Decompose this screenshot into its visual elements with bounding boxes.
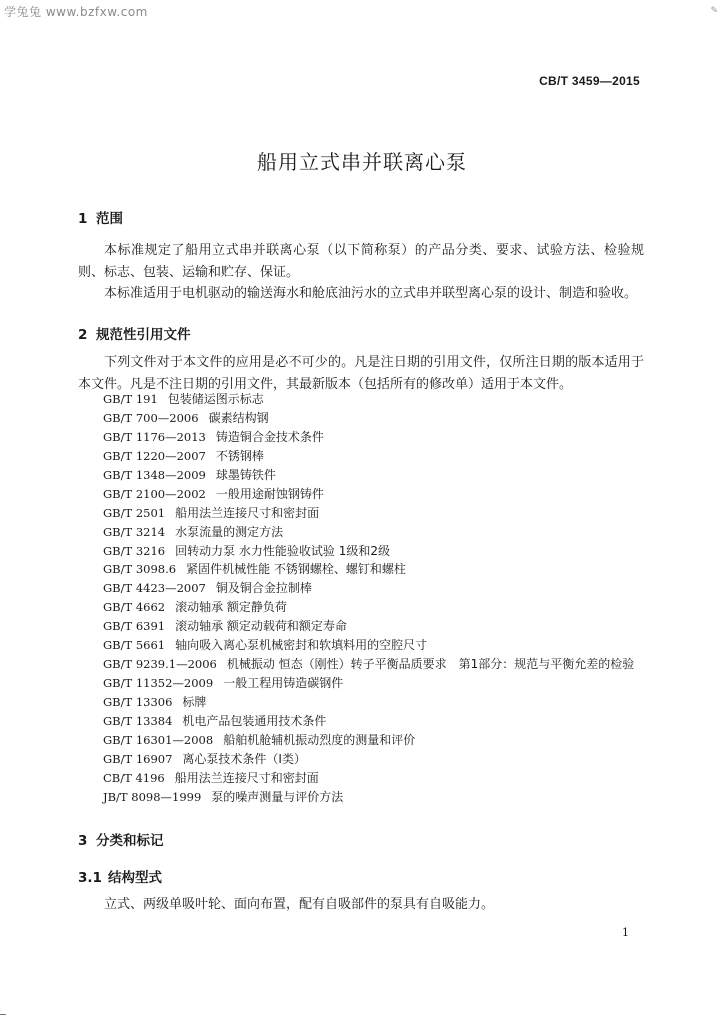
reference-code: GB/T 3098.6 — [103, 562, 177, 577]
reference-item — [103, 428, 634, 447]
reference-code: JB/T 8098—1999 — [103, 789, 202, 804]
reference-item — [103, 693, 634, 712]
reference-code: GB/T 16301—2008 — [103, 732, 214, 747]
reference-code: CB/T 4196 — [103, 770, 165, 785]
reference-code: GB/T 3214 — [103, 524, 166, 539]
reference-code: GB/T 16907 — [103, 751, 173, 766]
reference-name: 船舶机舱辅机振动烈度的测量和评价 — [223, 732, 416, 747]
reference-code: GB/T 4423—2007 — [103, 581, 206, 596]
reference-code: GB/T 13384 — [103, 713, 173, 728]
reference-item — [103, 542, 634, 561]
reference-item — [103, 560, 634, 579]
reference-code: GB/T 2501 — [103, 505, 166, 520]
reference-item — [103, 598, 634, 617]
reference-name: 滚动轴承 额定动载荷和额定寿命 — [175, 619, 347, 634]
reference-name: 紧固件机械性能 不锈钢螺栓、螺钉和螺柱 — [186, 562, 406, 577]
reference-code: GB/T 6391 — [103, 619, 166, 634]
reference-item — [103, 447, 634, 466]
reference-item — [103, 674, 634, 693]
corner-pen-icon: ✎ — [710, 6, 718, 16]
section-2-intro: 下列文件对于本文件的应用是必不可少的。凡是注日期的引用文件，仅所注日期的版本适用于本文件。凡是不注日期的引用文件，其最新版本（包括所有的修改单）适用于本文件。 — [78, 355, 644, 392]
reference-list — [103, 390, 634, 807]
document-title: 船用立式串并联离心泵 — [257, 150, 467, 174]
reference-item — [103, 617, 634, 636]
standard-code: CB/T 3459—2015 — [539, 74, 640, 88]
scan-edge-mark — [0, 1014, 6, 1015]
reference-code: GB/T 5661 — [103, 638, 166, 653]
reference-name: 球墨铸铁件 — [215, 467, 276, 482]
reference-name: 碳素结构钢 — [208, 410, 269, 425]
section-1-title: 范围 — [96, 211, 123, 227]
section-1-paragraph-2: 本标准适用于电机驱动的输送海水和舱底油污水的立式串并联型离心泵的设计、制造和验收。 — [104, 286, 638, 301]
section-1-paragraph-1: 本标准规定了船用立式串并联离心泵（以下简称泵）的产品分类、要求、试验方法、检验规则、标志、包装、运输和贮存、保证。 — [78, 243, 644, 280]
reference-name: 一般用途耐蚀钢铸件 — [215, 486, 324, 501]
reference-name: 铜及铜合金拉制棒 — [215, 581, 312, 596]
section-3-title: 分类和标记 — [96, 833, 164, 849]
section-1-number: 1 — [78, 211, 88, 227]
reference-item — [103, 485, 634, 504]
reference-name: 船用法兰连接尺寸和密封面 — [175, 505, 320, 520]
reference-code: GB/T 700—2006 — [103, 410, 199, 425]
reference-item — [103, 390, 634, 409]
reference-name: 回转动力泵 水力性能验收试验 1级和2级 — [175, 543, 391, 558]
reference-name: 轴向吸入离心泵机械密封和软填料用的空腔尺寸 — [175, 638, 428, 653]
reference-item — [103, 579, 634, 598]
page-number: 1 — [622, 926, 629, 939]
section-2-title: 规范性引用文件 — [96, 327, 191, 343]
reference-name: 一般工程用铸造碳钢件 — [223, 676, 344, 691]
reference-code: GB/T 191 — [103, 392, 158, 406]
section-3-1-number: 3.1 — [78, 870, 102, 886]
reference-code: GB/T 3216 — [103, 543, 166, 558]
reference-item — [103, 523, 634, 542]
reference-item — [103, 409, 634, 428]
reference-item — [103, 655, 634, 674]
section-3-1-title: 结构型式 — [108, 870, 162, 886]
reference-name: 标牌 — [182, 695, 207, 709]
reference-code: GB/T 1220—2007 — [103, 448, 206, 463]
reference-name: 机电产品包装通用技术条件 — [182, 713, 327, 728]
reference-name: 机械振动 恒态（刚性）转子平衡品质要求 第1部分：规范与平衡允差的检验 — [226, 657, 635, 672]
reference-code: GB/T 1348—2009 — [103, 467, 206, 482]
reference-item — [103, 466, 634, 485]
reference-name: 包装储运图示标志 — [167, 392, 264, 406]
section-1-heading — [78, 207, 123, 227]
section-3-1-heading — [78, 866, 162, 886]
reference-item — [103, 750, 634, 769]
reference-name: 铸造铜合金技术条件 — [215, 429, 324, 444]
reference-name: 不锈钢棒 — [215, 448, 264, 463]
reference-name: 船用法兰连接尺寸和密封面 — [174, 770, 319, 785]
reference-code: GB/T 9239.1—2006 — [103, 657, 217, 672]
reference-item — [103, 788, 634, 807]
reference-item — [103, 712, 634, 731]
reference-name: 水泵流量的测定方法 — [175, 524, 284, 539]
reference-name: 泵的噪声测量与评价方法 — [211, 789, 344, 804]
reference-item — [103, 731, 634, 750]
reference-code: GB/T 4662 — [103, 600, 166, 615]
reference-code: GB/T 2100—2002 — [103, 486, 206, 501]
reference-item — [103, 769, 634, 788]
reference-item — [103, 504, 634, 523]
watermark-text: 学兔兔 www.bzfxw.com — [4, 5, 148, 19]
section-3-1-paragraph: 立式、两级单吸叶轮、面向布置，配有自吸部件的泵具有自吸能力。 — [104, 897, 495, 912]
section-2-number: 2 — [78, 327, 88, 343]
reference-code: GB/T 1176—2013 — [103, 429, 206, 444]
reference-name: 滚动轴承 额定静负荷 — [175, 600, 287, 615]
reference-code: GB/T 13306 — [103, 695, 173, 709]
section-3-heading — [78, 829, 164, 849]
reference-name: 离心泵技术条件（I类） — [182, 751, 306, 766]
reference-code: GB/T 11352—2009 — [103, 676, 214, 691]
section-3-number: 3 — [78, 833, 88, 849]
section-2-heading — [78, 323, 191, 343]
reference-item — [103, 636, 634, 655]
